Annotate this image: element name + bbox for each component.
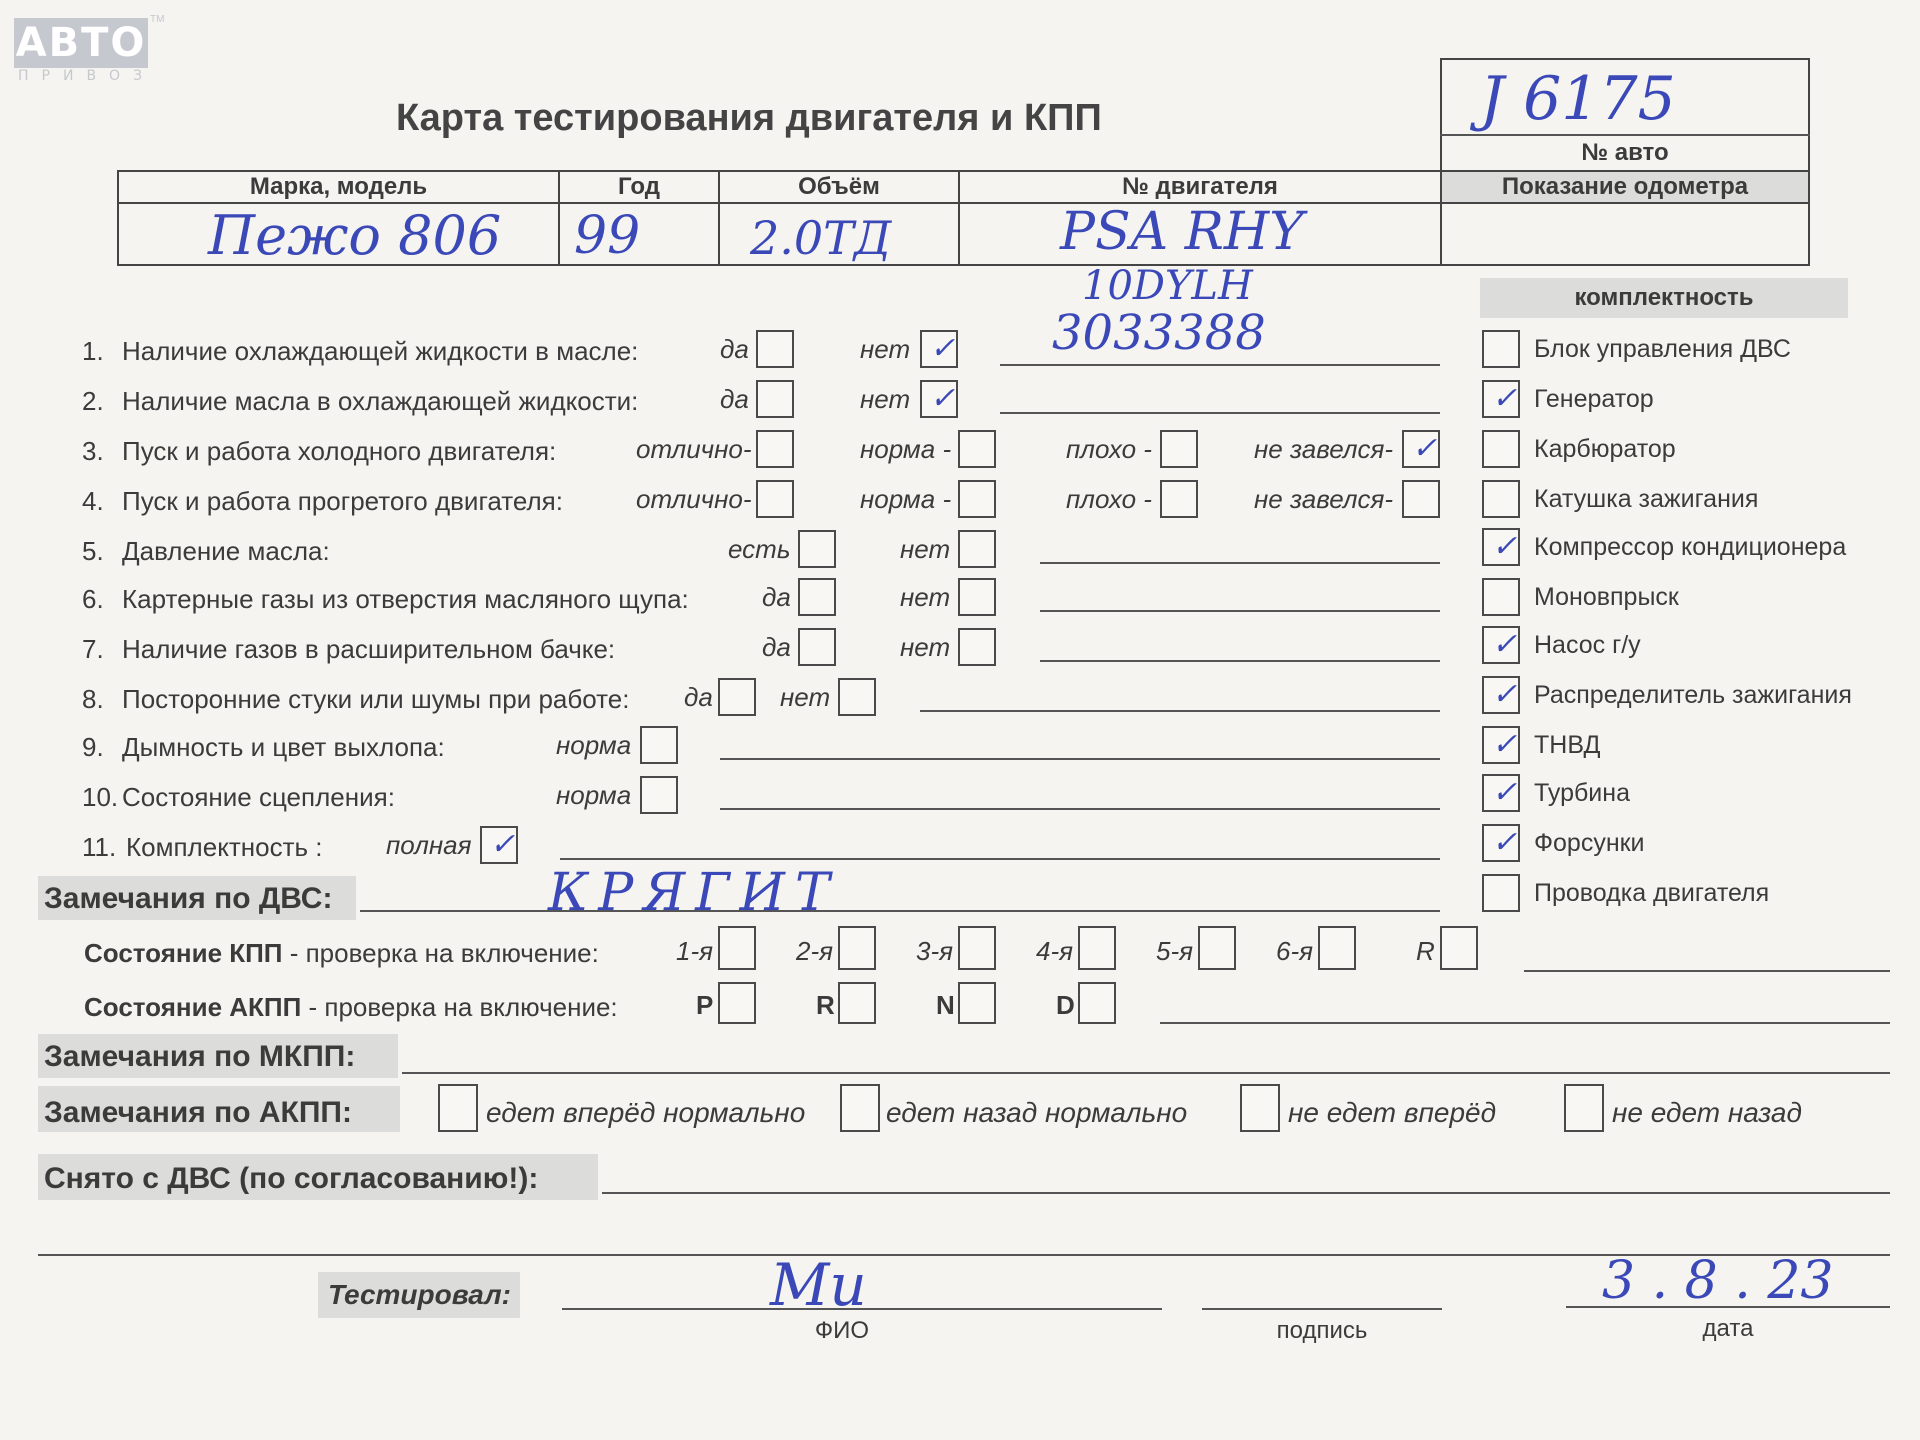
brand-value: Пежо 806 [208, 204, 502, 267]
removed-label: Снято с ДВС (по согласованию!): [44, 1162, 539, 1195]
q4-normal-checkbox[interactable] [958, 480, 996, 518]
q10-normal-checkbox[interactable] [640, 776, 678, 814]
car-number-value: J 6175 [1480, 64, 1676, 134]
remarks-mkpp-label: Замечания по МКПП: [44, 1040, 356, 1073]
kit-item-label: Блок управления ДВС [1534, 335, 1791, 363]
akpp-forward-ok-label: едет вперёд нормально [486, 1097, 806, 1128]
q11-opt-full: полная [386, 830, 472, 860]
q4-nostart-checkbox[interactable] [1402, 480, 1440, 518]
q1-yes-checkbox[interactable] [756, 330, 794, 368]
date-value: 3 . 8 . 23 [1602, 1251, 1834, 1311]
q11-full-checkbox[interactable]: ✓ [480, 826, 518, 864]
kpp-gear-label: 5-я [1156, 936, 1194, 966]
q8-no-checkbox[interactable] [838, 678, 876, 716]
akpp-mode-checkbox[interactable] [1078, 982, 1116, 1024]
kit-title: комплектность [1574, 284, 1754, 311]
engine-no-value: PSA RHY [1060, 202, 1304, 262]
kit-checkbox[interactable] [1482, 480, 1520, 518]
kit-checkbox[interactable] [1482, 578, 1520, 616]
kit-checkbox[interactable] [1482, 330, 1520, 368]
akpp-mode-checkbox[interactable] [838, 982, 876, 1024]
sign-label: подпись [1276, 1317, 1368, 1344]
q7-yes-checkbox[interactable] [798, 628, 836, 666]
q4-opt-excellent: отлично- [636, 484, 752, 514]
q5-notes-line [1040, 562, 1440, 564]
q5-no-checkbox[interactable] [958, 530, 996, 568]
q6-text: Картерные газы из отверстия масляного щупа: [122, 584, 689, 614]
q3-opt-excellent: отлично- [636, 434, 752, 464]
kpp-gear-label: 3-я [916, 936, 954, 966]
kpp-gear-checkbox[interactable] [718, 926, 756, 970]
q9-text: Дымность и цвет выхлопа: [122, 732, 445, 762]
car-number-line [1440, 134, 1810, 136]
kpp-gear-checkbox[interactable] [838, 926, 876, 970]
q3-nostart-checkbox[interactable]: ✓ [1402, 430, 1440, 468]
q5-number: 5. [82, 536, 104, 566]
q4-excellent-checkbox[interactable] [756, 480, 794, 518]
akpp-no-back-label: не едет назад [1612, 1097, 1802, 1128]
q11-number: 11. [82, 832, 117, 862]
remarks-dvs-label: Замечания по ДВС: [44, 882, 333, 915]
kit-item-label: Распределитель зажигания [1534, 681, 1852, 709]
q10-opt-normal: норма [556, 780, 632, 810]
q2-number: 2. [82, 386, 104, 416]
logo-subtitle: ПРИВОЗ [18, 68, 156, 84]
q9-number: 9. [82, 732, 104, 762]
q11-text: Комплектность : [126, 832, 323, 862]
akpp-label-rest: - проверка на включение: [301, 992, 618, 1022]
kit-checkbox[interactable] [1482, 430, 1520, 468]
kit-item-label: ТНВД [1534, 731, 1601, 759]
kpp-gear-label: R [1416, 936, 1435, 966]
akpp-mode-checkbox[interactable] [718, 982, 756, 1024]
q4-number: 4. [82, 486, 104, 516]
q5-yes-checkbox[interactable] [798, 530, 836, 568]
q2-opt-no: нет [860, 384, 911, 414]
year-value: 99 [574, 206, 641, 266]
kpp-gear-checkbox[interactable] [1318, 926, 1356, 970]
akpp-mode-checkbox[interactable] [958, 982, 996, 1024]
q5-opt-no: нет [900, 534, 951, 564]
date-label: дата [1702, 1315, 1754, 1342]
q7-opt-no: нет [900, 632, 951, 662]
q2-opt-yes: да [720, 384, 749, 414]
q7-notes-line [1040, 660, 1440, 662]
q2-yes-checkbox[interactable] [756, 380, 794, 418]
kpp-label-bold: Состояние КПП [84, 938, 283, 968]
q7-number: 7. [82, 634, 104, 664]
kpp-gear-label: 1-я [676, 936, 714, 966]
akpp-mode-label: N [936, 990, 955, 1020]
kpp-notes-line [1524, 970, 1890, 972]
header-year: Год [618, 173, 660, 200]
kpp-gear-label: 2-я [796, 936, 834, 966]
kit-item-label: Форсунки [1534, 829, 1645, 857]
remarks-dvs-value: КРЯГИТ [548, 863, 840, 923]
q3-opt-normal: норма - [860, 434, 952, 464]
remarks-akpp-label: Замечания по АКПП: [44, 1096, 352, 1129]
cell-odometer-value [1440, 202, 1810, 266]
q1-no-checkbox[interactable]: ✓ [920, 330, 958, 368]
q3-bad-checkbox[interactable] [1160, 430, 1198, 468]
q10-number: 10. [82, 782, 119, 812]
kit-item-label: Турбина [1534, 779, 1630, 807]
kpp-label [84, 938, 599, 968]
kit-item-label: Карбюратор [1534, 435, 1676, 463]
kit-checkbox[interactable]: ✓ [1482, 726, 1520, 764]
car-number-label: № авто [1581, 139, 1669, 166]
engine-no-value-3: 3033388 [1052, 305, 1266, 361]
removed-line [602, 1192, 1890, 1194]
kit-checkbox[interactable] [1482, 874, 1520, 912]
q3-opt-bad: плохо - [1066, 434, 1152, 464]
q2-notes-line [1000, 412, 1440, 414]
akpp-mode-label: R [816, 990, 835, 1020]
q6-number: 6. [82, 584, 104, 614]
kpp-label-rest: - проверка на включение: [282, 938, 599, 968]
kit-item-label: Компрессор кондиционера [1534, 533, 1847, 561]
q10-text: Состояние сцепления: [122, 782, 395, 812]
kit-checkbox[interactable]: ✓ [1482, 774, 1520, 812]
sign-line [1202, 1308, 1442, 1310]
q3-normal-checkbox[interactable] [958, 430, 996, 468]
kit-checkbox[interactable]: ✓ [1482, 824, 1520, 862]
kpp-gear-checkbox[interactable] [958, 926, 996, 970]
q6-yes-checkbox[interactable] [798, 578, 836, 616]
q1-text: Наличие охлаждающей жидкости в масле: [122, 336, 639, 366]
akpp-no-forward-label: не едет вперёд [1288, 1097, 1497, 1128]
kpp-gear-checkbox[interactable] [1440, 926, 1478, 970]
kpp-gear-checkbox[interactable] [1078, 926, 1116, 970]
engine-no-value-2: 10DYLH [1082, 263, 1253, 309]
kit-item-label: Проводка двигателя [1534, 879, 1770, 907]
q8-opt-no: нет [780, 682, 831, 712]
q7-text: Наличие газов в расширительном бачке: [122, 634, 616, 664]
q6-opt-yes: да [762, 582, 791, 612]
header-engine-no: № двигателя [1122, 173, 1278, 200]
header-odometer: Показание одометра [1501, 173, 1749, 200]
q9-normal-checkbox[interactable] [640, 726, 678, 764]
page-title: Карта тестирования двигателя и КПП [396, 97, 1102, 139]
remarks-mkpp-line [402, 1072, 1890, 1074]
q4-opt-nostart: не завелся- [1254, 484, 1394, 514]
q8-notes-line [920, 710, 1440, 712]
q8-opt-yes: да [684, 682, 713, 712]
q3-text: Пуск и работа холодного двигателя: [122, 436, 557, 466]
kit-item-label: Моновпрыск [1534, 583, 1679, 611]
header-volume: Объём [798, 173, 880, 200]
fio-label: ФИО [814, 1317, 870, 1344]
kit-item-label: Генератор [1534, 385, 1654, 413]
akpp-mode-label: P [696, 990, 714, 1020]
akpp-mode-label: D [1056, 990, 1075, 1020]
q4-text: Пуск и работа прогретого двигателя: [122, 486, 563, 516]
q9-notes-line [720, 758, 1440, 760]
kpp-gear-checkbox[interactable] [1198, 926, 1236, 970]
kit-item-label: Насос г/у [1534, 631, 1641, 659]
tested-label: Тестировал: [328, 1279, 511, 1310]
q11-notes-line [560, 858, 1440, 860]
q2-no-checkbox[interactable]: ✓ [920, 380, 958, 418]
akpp-notes-line [1160, 1022, 1890, 1024]
akpp-back-ok-checkbox[interactable] [840, 1084, 880, 1132]
avto-privoz-logo: АВТО [15, 20, 147, 66]
fio-signature: Ми [770, 1251, 867, 1319]
q1-number: 1. [82, 336, 104, 366]
akpp-no-back-checkbox[interactable] [1564, 1084, 1604, 1132]
q8-yes-checkbox[interactable] [718, 678, 756, 716]
akpp-no-forward-checkbox[interactable] [1240, 1084, 1280, 1132]
q3-opt-nostart: не завелся- [1254, 434, 1394, 464]
remarks-dvs-line [360, 910, 1440, 912]
q4-opt-normal: норма - [860, 484, 952, 514]
kpp-gear-label: 4-я [1036, 936, 1074, 966]
q7-opt-yes: да [762, 632, 791, 662]
q8-text: Посторонние стуки или шумы при работе: [122, 684, 630, 714]
akpp-label [84, 992, 618, 1022]
kit-checkbox[interactable]: ✓ [1482, 380, 1520, 418]
kit-checkbox[interactable]: ✓ [1482, 626, 1520, 664]
q4-opt-bad: плохо - [1066, 484, 1152, 514]
header-brand: Марка, модель [249, 173, 428, 200]
akpp-label-bold: Состояние АКПП [84, 992, 302, 1022]
kit-checkbox[interactable]: ✓ [1482, 676, 1520, 714]
q5-opt-yes: есть [728, 534, 791, 564]
kit-item-label: Катушка зажигания [1534, 485, 1759, 513]
q1-opt-no: нет [860, 334, 911, 364]
q3-number: 3. [82, 436, 104, 466]
akpp-back-ok-label: едет назад нормально [886, 1097, 1188, 1128]
q3-excellent-checkbox[interactable] [756, 430, 794, 468]
volume-value: 2.0ТД [750, 211, 892, 265]
kit-checkbox[interactable]: ✓ [1482, 528, 1520, 566]
logo-trademark: TM [150, 14, 165, 25]
q4-bad-checkbox[interactable] [1160, 480, 1198, 518]
q1-notes-line [1000, 364, 1440, 366]
q1-opt-yes: да [720, 334, 749, 364]
q8-number: 8. [82, 684, 104, 714]
q6-opt-no: нет [900, 582, 951, 612]
akpp-forward-ok-checkbox[interactable] [438, 1084, 478, 1132]
q5-text: Давление масла: [122, 536, 330, 566]
q6-no-checkbox[interactable] [958, 578, 996, 616]
q2-text: Наличие масла в охлаждающей жидкости: [122, 386, 639, 416]
q7-no-checkbox[interactable] [958, 628, 996, 666]
q6-notes-line [1040, 610, 1440, 612]
kpp-gear-label: 6-я [1276, 936, 1314, 966]
q9-opt-normal: норма [556, 730, 632, 760]
q10-notes-line [720, 808, 1440, 810]
